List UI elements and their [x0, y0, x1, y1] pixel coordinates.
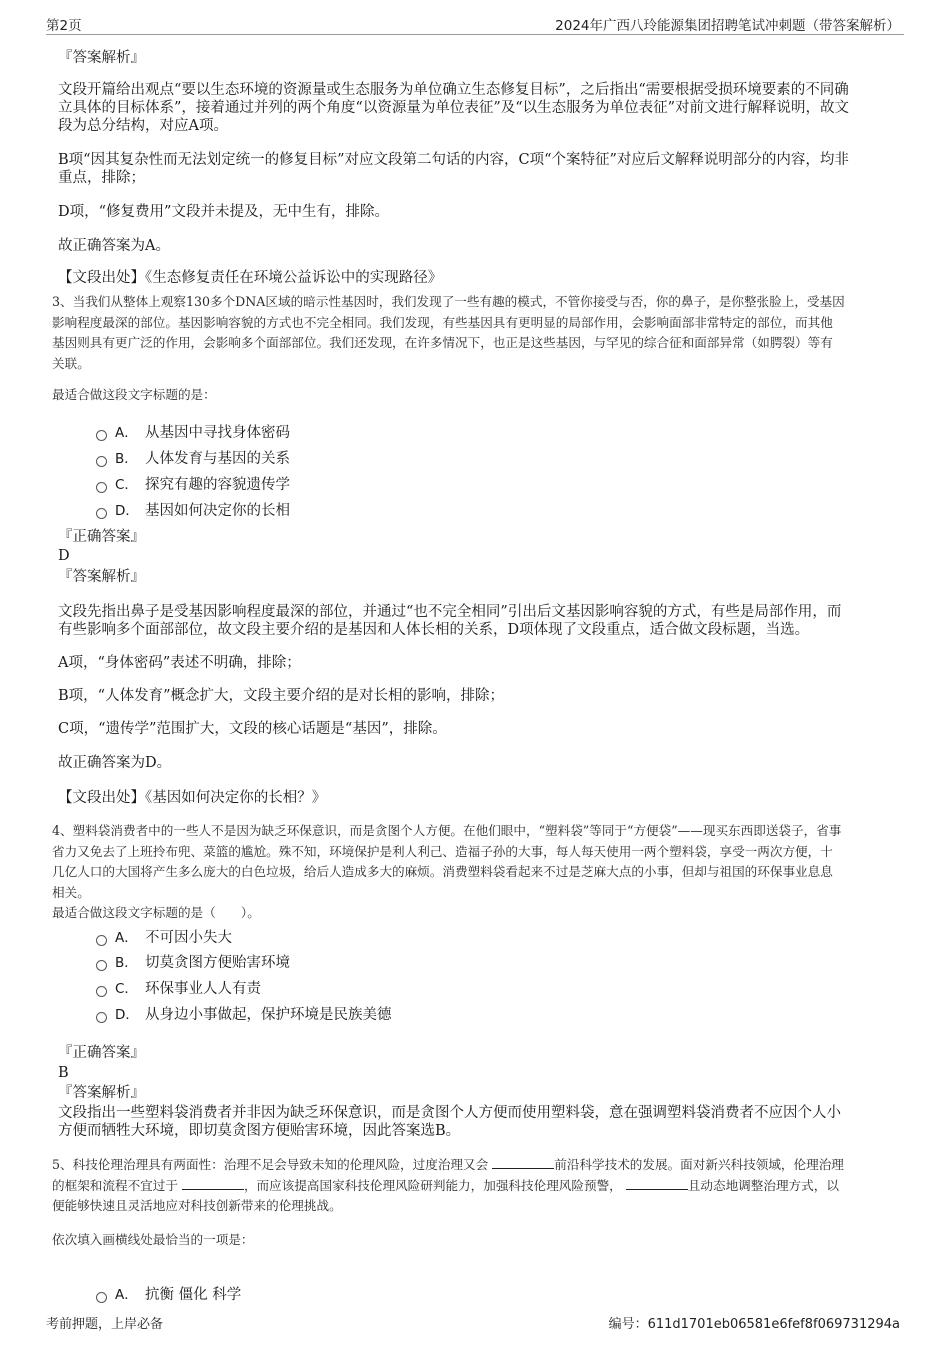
page-number: 第2页 [46, 18, 82, 34]
question-4-stem [52, 821, 902, 903]
analysis-paragraph [58, 81, 849, 135]
analysis-paragraph [58, 1104, 841, 1140]
analysis-label: 『答案解析』 [58, 1085, 145, 1101]
text-line: 便能够快速且灵活地应对科技创新带来的伦理挑战。 [52, 1198, 342, 1213]
option-d[interactable]: D． 从身边小事做起，保护环境是民族美德 [96, 1003, 392, 1023]
text-line: 影响程度最深的部位。基因影响容貌的方式也不完全相同。我们发现，有些基因具有更明显的局部作用，会影响面部非常特定的部位，而其他 [52, 314, 833, 330]
page-footer [46, 1313, 904, 1335]
option-a[interactable]: A． 不可因小失大 [96, 926, 232, 946]
text-line: 立具体的目标体系”，接着通过并列的两个角度“以资源量为单位表征”及“以生态服务为单位表征”对前文进行解释说明，故文 [58, 100, 850, 116]
correct-answer: D [58, 548, 70, 564]
option-c[interactable]: C． 环保事业人人有责 [96, 977, 261, 997]
conclusion: 故正确答案为D。 [58, 755, 172, 771]
question-5-stem [52, 1155, 902, 1217]
radio-icon[interactable] [96, 986, 107, 997]
analysis-paragraph: D项，“修复费用”文段并未提及，无中生有，排除。 [58, 204, 389, 220]
analysis-paragraph: B项，“人体发育”概念扩大，文段主要介绍的是对长相的影响，排除； [58, 688, 504, 704]
option-b[interactable]: B． 切莫贪图方便贻害环境 [96, 951, 290, 971]
analysis-paragraph: C项，“遗传学”范围扩大，文段的核心话题是“基因”，排除。 [58, 721, 447, 737]
analysis-label: 『答案解析』 [58, 569, 145, 585]
analysis-paragraph: A项，“身体密码”表述不明确，排除； [58, 655, 301, 671]
text-line: 基因则具有更广泛的作用，会影响多个面部部位。我们还发现，在许多情况下，也正是这些基因，与罕见的综合征和面部异常（如腭裂）等有 [52, 335, 833, 350]
question-prompt: 最适合做这段文字标题的是（ ）。 [52, 905, 260, 920]
option-d[interactable]: D． 基因如何决定你的长相 [96, 499, 290, 519]
text-line: 4、塑料袋消费者中的一些人不是因为缺乏环保意识，而是贪图个人方便。在他们眼中，“塑料袋”等同于“方便袋”——现买东西即送袋子，省事 [52, 823, 842, 838]
text-line: 相关。 [52, 884, 90, 900]
fill-blank [626, 1177, 688, 1190]
text-line: 省力又免去了上班拎布兜、菜篮的尴尬。殊不知，环境保护是利人利己、造福子孙的大事，每人每天使用一两个塑料袋，享受一两次方便，十 [52, 843, 833, 859]
text-line: 文段开篇给出观点“要以生态环境的资源量或生态服务为单位确立生态修复目标”，之后指出“需要根据受损环境要素的不同确 [58, 82, 849, 98]
radio-icon[interactable] [96, 430, 107, 441]
text-line: 3、当我们从整体上观察130多个DNA区域的暗示性基因时，我们发现了一些有趣的模式，不管你接受与否，你的鼻子，是你整张脸上，受基因 [52, 294, 845, 309]
analysis-label: 『答案解析』 [58, 50, 145, 66]
question-3-stem [52, 292, 902, 374]
document-id: 编号：611d1701eb06581e6fef8f069731294a [608, 1317, 900, 1332]
text-line: 5、科技伦理治理具有两面性：治理不足会导致未知的伦理风险，过度治理又会 前沿科学技术的发展。面对新兴科技领域，伦理治理 [52, 1157, 844, 1172]
text-line: 有些影响多个面部部位，故文段主要介绍的是基因和人体长相的关系，D项体现了文段重点，适合做文段标题，当选。 [58, 622, 810, 638]
passage-source: 【文段出处】《生态修复责任在环境公益诉讼中的实现路径》 [58, 270, 443, 286]
radio-icon[interactable] [96, 456, 107, 467]
radio-icon[interactable] [96, 935, 107, 946]
option-b[interactable]: B． 人体发育与基因的关系 [96, 447, 290, 467]
text-line: B项“因其复杂性而无法划定统一的修复目标”对应文段第二句话的内容，C项“个案特征”对应后文解释说明部分的内容，均非 [58, 152, 849, 168]
text-line: 文段指出一些塑料袋消费者并非因为缺乏环保意识，而是贪图个人方便而使用塑料袋，意在强调塑料袋消费者不应因个人小 [58, 1105, 841, 1121]
correct-answer: B [58, 1065, 69, 1081]
radio-icon[interactable] [96, 482, 107, 493]
radio-icon[interactable] [96, 508, 107, 519]
page-header [46, 12, 904, 35]
text-line: 的框架和流程不宜过于 ，而应该提高国家科技伦理风险研判能力，加强科技伦理风险预警， 且动态地调整治理方式，以 [52, 1177, 839, 1193]
fill-blank [492, 1156, 554, 1169]
correct-answer-label: 『正确答案』 [58, 529, 145, 545]
radio-icon[interactable] [96, 960, 107, 971]
text-line: 文段先指出鼻子是受基因影响程度最深的部位，并通过“也不完全相同”引出后文基因影响容貌的方式，有些是局部作用，而 [58, 604, 842, 620]
text-line: 段为总分结构，对应A项。 [58, 118, 228, 134]
text-line: 重点，排除； [58, 170, 145, 186]
analysis-paragraph [58, 603, 841, 639]
option-c[interactable]: C． 探究有趣的容貌遗传学 [96, 473, 290, 493]
passage-source: 【文段出处】《基因如何决定你的长相？》 [58, 790, 327, 806]
correct-answer-label: 『正确答案』 [58, 1045, 145, 1061]
option-a[interactable]: A． 抗衡 僵化 科学 [96, 1283, 241, 1303]
text-line: 几亿人口的大国将产生多么庞大的白色垃圾，给后人造成多大的麻烦。消费塑料袋看起来不过是芝麻大点的小事，但却与祖国的环保事业息息 [52, 864, 833, 879]
option-a[interactable]: A． 从基因中寻找身体密码 [96, 421, 290, 441]
footer-slogan: 考前押题，上岸必备 [46, 1317, 164, 1332]
question-prompt: 最适合做这段文字标题的是： [52, 387, 216, 402]
document-title: 2024年广西八玲能源集团招聘笔试冲刺题（带答案解析） [555, 18, 900, 34]
analysis-paragraph [58, 151, 849, 187]
text-line: 关联。 [52, 355, 90, 371]
radio-icon[interactable] [96, 1012, 107, 1023]
text-line: 方便而牺牲大环境，即切莫贪图方便贻害环境，因此答案选B。 [58, 1123, 461, 1139]
question-prompt: 依次填入画横线处最恰当的一项是： [52, 1232, 254, 1247]
radio-icon[interactable] [96, 1292, 107, 1303]
conclusion: 故正确答案为A。 [58, 238, 170, 254]
fill-blank [182, 1177, 244, 1190]
